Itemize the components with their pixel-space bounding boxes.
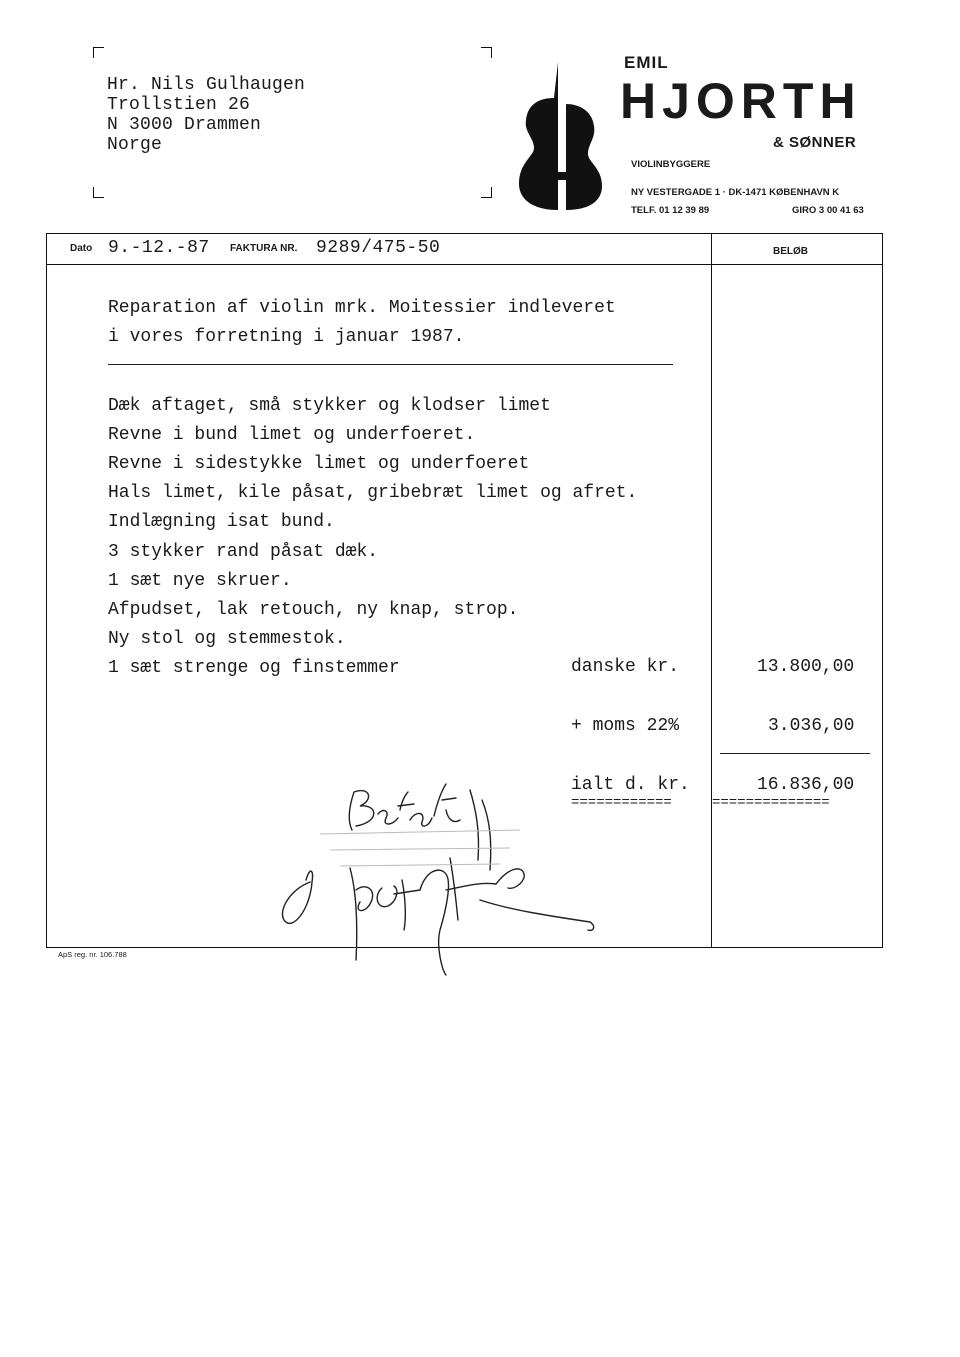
date-value: 9.-12.-87 xyxy=(108,238,210,258)
subtotal-label: danske kr. xyxy=(571,657,680,677)
total-value: 16.836,00 xyxy=(757,775,855,795)
intro-underline xyxy=(108,364,673,365)
address-corner-bottom-left xyxy=(93,187,104,198)
company-suffix: & SØNNER xyxy=(773,134,857,151)
total-double-rule-left: ============ xyxy=(571,795,672,811)
paid-signature xyxy=(270,770,610,980)
intro-line: Reparation af violin mrk. Moitessier indleveret xyxy=(108,298,616,318)
date-label: Dato xyxy=(70,243,93,254)
total-label: ialt d. kr. xyxy=(571,775,690,795)
total-underline xyxy=(720,753,870,754)
company-trade: VIOLINBYGGERE xyxy=(631,159,711,170)
recipient-city: N 3000 Drammen xyxy=(107,115,262,135)
address-corner-bottom-right xyxy=(481,187,492,198)
vat-value: 3.036,00 xyxy=(768,716,855,736)
signature-icon xyxy=(270,770,610,980)
recipient-country: Norge xyxy=(107,135,163,155)
recipient-name: Hr. Nils Gulhaugen xyxy=(107,75,306,95)
company-name: HJORTH xyxy=(620,73,862,129)
list-item: 1 sæt strenge og finstemmer xyxy=(108,658,400,678)
intro-line: i vores forretning i januar 1987. xyxy=(108,327,465,347)
company-giro: GIRO 3 00 41 63 xyxy=(792,205,864,216)
vat-label: + moms 22% xyxy=(571,716,680,736)
list-item: 3 stykker rand påsat dæk. xyxy=(108,542,379,562)
recipient-street: Trollstien 26 xyxy=(107,95,251,115)
violin-logo-icon xyxy=(514,62,610,212)
list-item: Dæk aftaget, små stykker og klodser limet xyxy=(108,396,551,416)
address-corner-top-left xyxy=(93,47,104,58)
list-item: Indlægning isat bund. xyxy=(108,512,335,532)
header-divider xyxy=(46,264,883,265)
list-item: Revne i sidestykke limet og underfoeret xyxy=(108,454,530,474)
address-corner-top-right xyxy=(481,47,492,58)
list-item: 1 sæt nye skruer. xyxy=(108,571,292,591)
list-item: Afpudset, lak retouch, ny knap, strop. xyxy=(108,600,519,620)
list-item: Revne i bund limet og underfoeret. xyxy=(108,425,476,445)
invoice-number-label: FAKTURA NR. xyxy=(230,243,298,254)
amount-column-label: BELØB xyxy=(773,246,808,257)
subtotal-value: 13.800,00 xyxy=(757,657,855,677)
company-first-name: EMIL xyxy=(624,53,669,72)
list-item: Hals limet, kile påsat, gribebræt limet og afret. xyxy=(108,483,638,503)
registration-number: ApS reg. nr. 106.788 xyxy=(58,950,127,959)
total-double-rule-right: ============== xyxy=(712,795,830,811)
amount-column-divider xyxy=(711,233,712,948)
list-item: Ny stol og stemmestok. xyxy=(108,629,346,649)
company-phone: TELF. 01 12 39 89 xyxy=(631,205,710,216)
company-address: NY VESTERGADE 1 · DK-1471 KØBENHAVN K xyxy=(631,187,840,198)
invoice-number-value: 9289/475-50 xyxy=(316,238,441,258)
